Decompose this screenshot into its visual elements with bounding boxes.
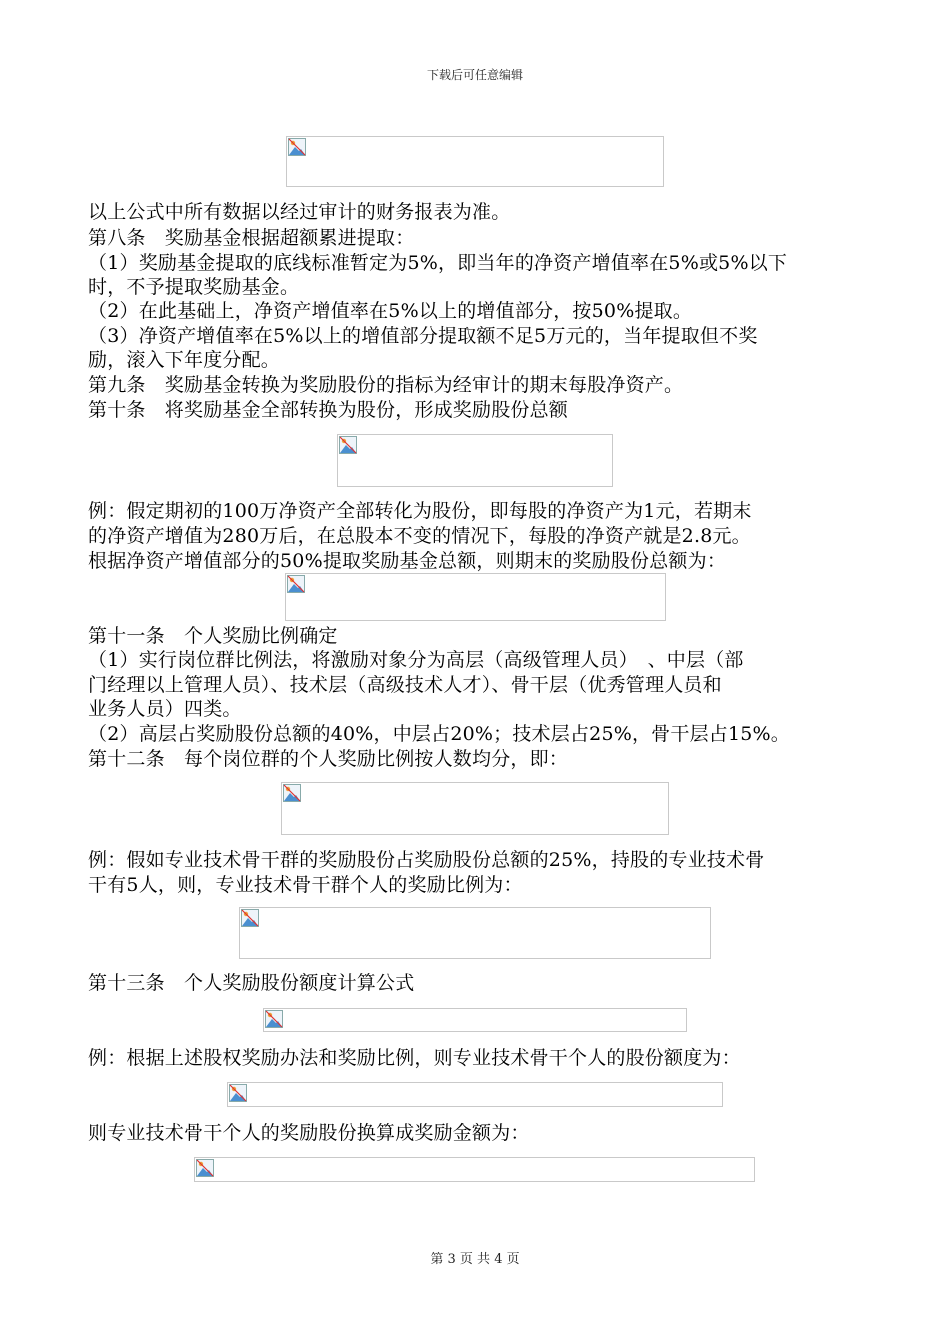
formula-image-2 <box>337 434 613 487</box>
formula-image-3 <box>285 573 666 621</box>
broken-image-icon <box>241 909 259 927</box>
article-13-heading: 第十三条 个人奖励股份额度计算公式 <box>88 972 415 994</box>
article-9-heading: 第九条 奖励基金转换为奖励股份的指标为经审计的期末每股净资产。 <box>88 374 684 396</box>
body-line: （1）实行岗位群比例法，将激励对象分为高层（高级管理人员） 、中层（部 <box>88 649 744 671</box>
body-line: 励，滚入下年度分配。 <box>88 349 281 371</box>
formula-image-4 <box>281 782 669 835</box>
example-line: 例：假如专业技术骨干群的奖励股份占奖励股份总额的25%，持股的专业技术骨 <box>88 849 765 871</box>
example-line: 例：根据上述股权奖励办法和奖励比例，则专业技术骨干个人的股份额度为： <box>88 1047 741 1069</box>
body-line: （2）在此基础上，净资产增值率在5%以上的增值部分，按50%提取。 <box>88 300 693 322</box>
broken-image-icon <box>287 575 305 593</box>
body-line: 则专业技术骨干个人的奖励股份换算成奖励金额为： <box>88 1122 530 1144</box>
formula-image-8 <box>194 1157 755 1182</box>
page-header: 下载后可任意编辑 <box>426 68 523 82</box>
formula-image-1 <box>286 136 664 187</box>
example-line: 干有5人，则，专业技术骨干群个人的奖励比例为： <box>88 874 523 896</box>
broken-image-icon <box>265 1010 283 1028</box>
article-11-heading: 第十一条 个人奖励比例确定 <box>88 625 338 647</box>
broken-image-icon <box>196 1159 214 1177</box>
article-10-heading: 第十条 将奖励基金全部转换为股份，形成奖励股份总额 <box>88 399 569 421</box>
page-footer: 第 3 页 共 4 页 <box>430 1252 520 1267</box>
body-line: 时，不予提取奖励基金。 <box>88 276 300 298</box>
body-line: 业务人员）四类。 <box>88 698 242 720</box>
broken-image-icon <box>229 1084 247 1102</box>
example-line: 根据净资产增值部分的50%提取奖励基金总额，则期末的奖励股份总额为： <box>88 550 727 572</box>
example-line: 的净资产增值为280万后，在总股本不变的情况下，每股的净资产就是2.8元。 <box>88 525 751 547</box>
broken-image-icon <box>283 784 301 802</box>
article-8-heading: 第八条 奖励基金根据超额累进提取： <box>88 227 415 249</box>
body-line: （3）净资产增值率在5%以上的增值部分提取额不足5万元的，当年提取但不奖 <box>88 325 758 347</box>
body-line: （1）奖励基金提取的底线标准暂定为5%，即当年的净资产增值率在5%或5%以下 <box>88 252 788 274</box>
formula-image-6 <box>263 1008 687 1032</box>
body-line: 门经理以上管理人员）、技术层（高级技术人才）、骨干层（优秀管理人员和 <box>88 674 722 696</box>
body-line: 以上公式中所有数据以经过审计的财务报表为准。 <box>88 201 511 223</box>
formula-image-5 <box>239 907 711 959</box>
body-line: （2）高层占奖励股份总额的40%，中层占20%；技术层占25%，骨干层占15%。 <box>88 723 791 745</box>
example-line: 例：假定期初的100万净资产全部转化为股份，即每股的净资产为1元，若期末 <box>88 500 752 522</box>
article-12-heading: 第十二条 每个岗位群的个人奖励比例按人数均分，即： <box>88 748 569 770</box>
formula-image-7 <box>227 1082 723 1107</box>
broken-image-icon <box>288 138 306 156</box>
broken-image-icon <box>339 436 357 454</box>
